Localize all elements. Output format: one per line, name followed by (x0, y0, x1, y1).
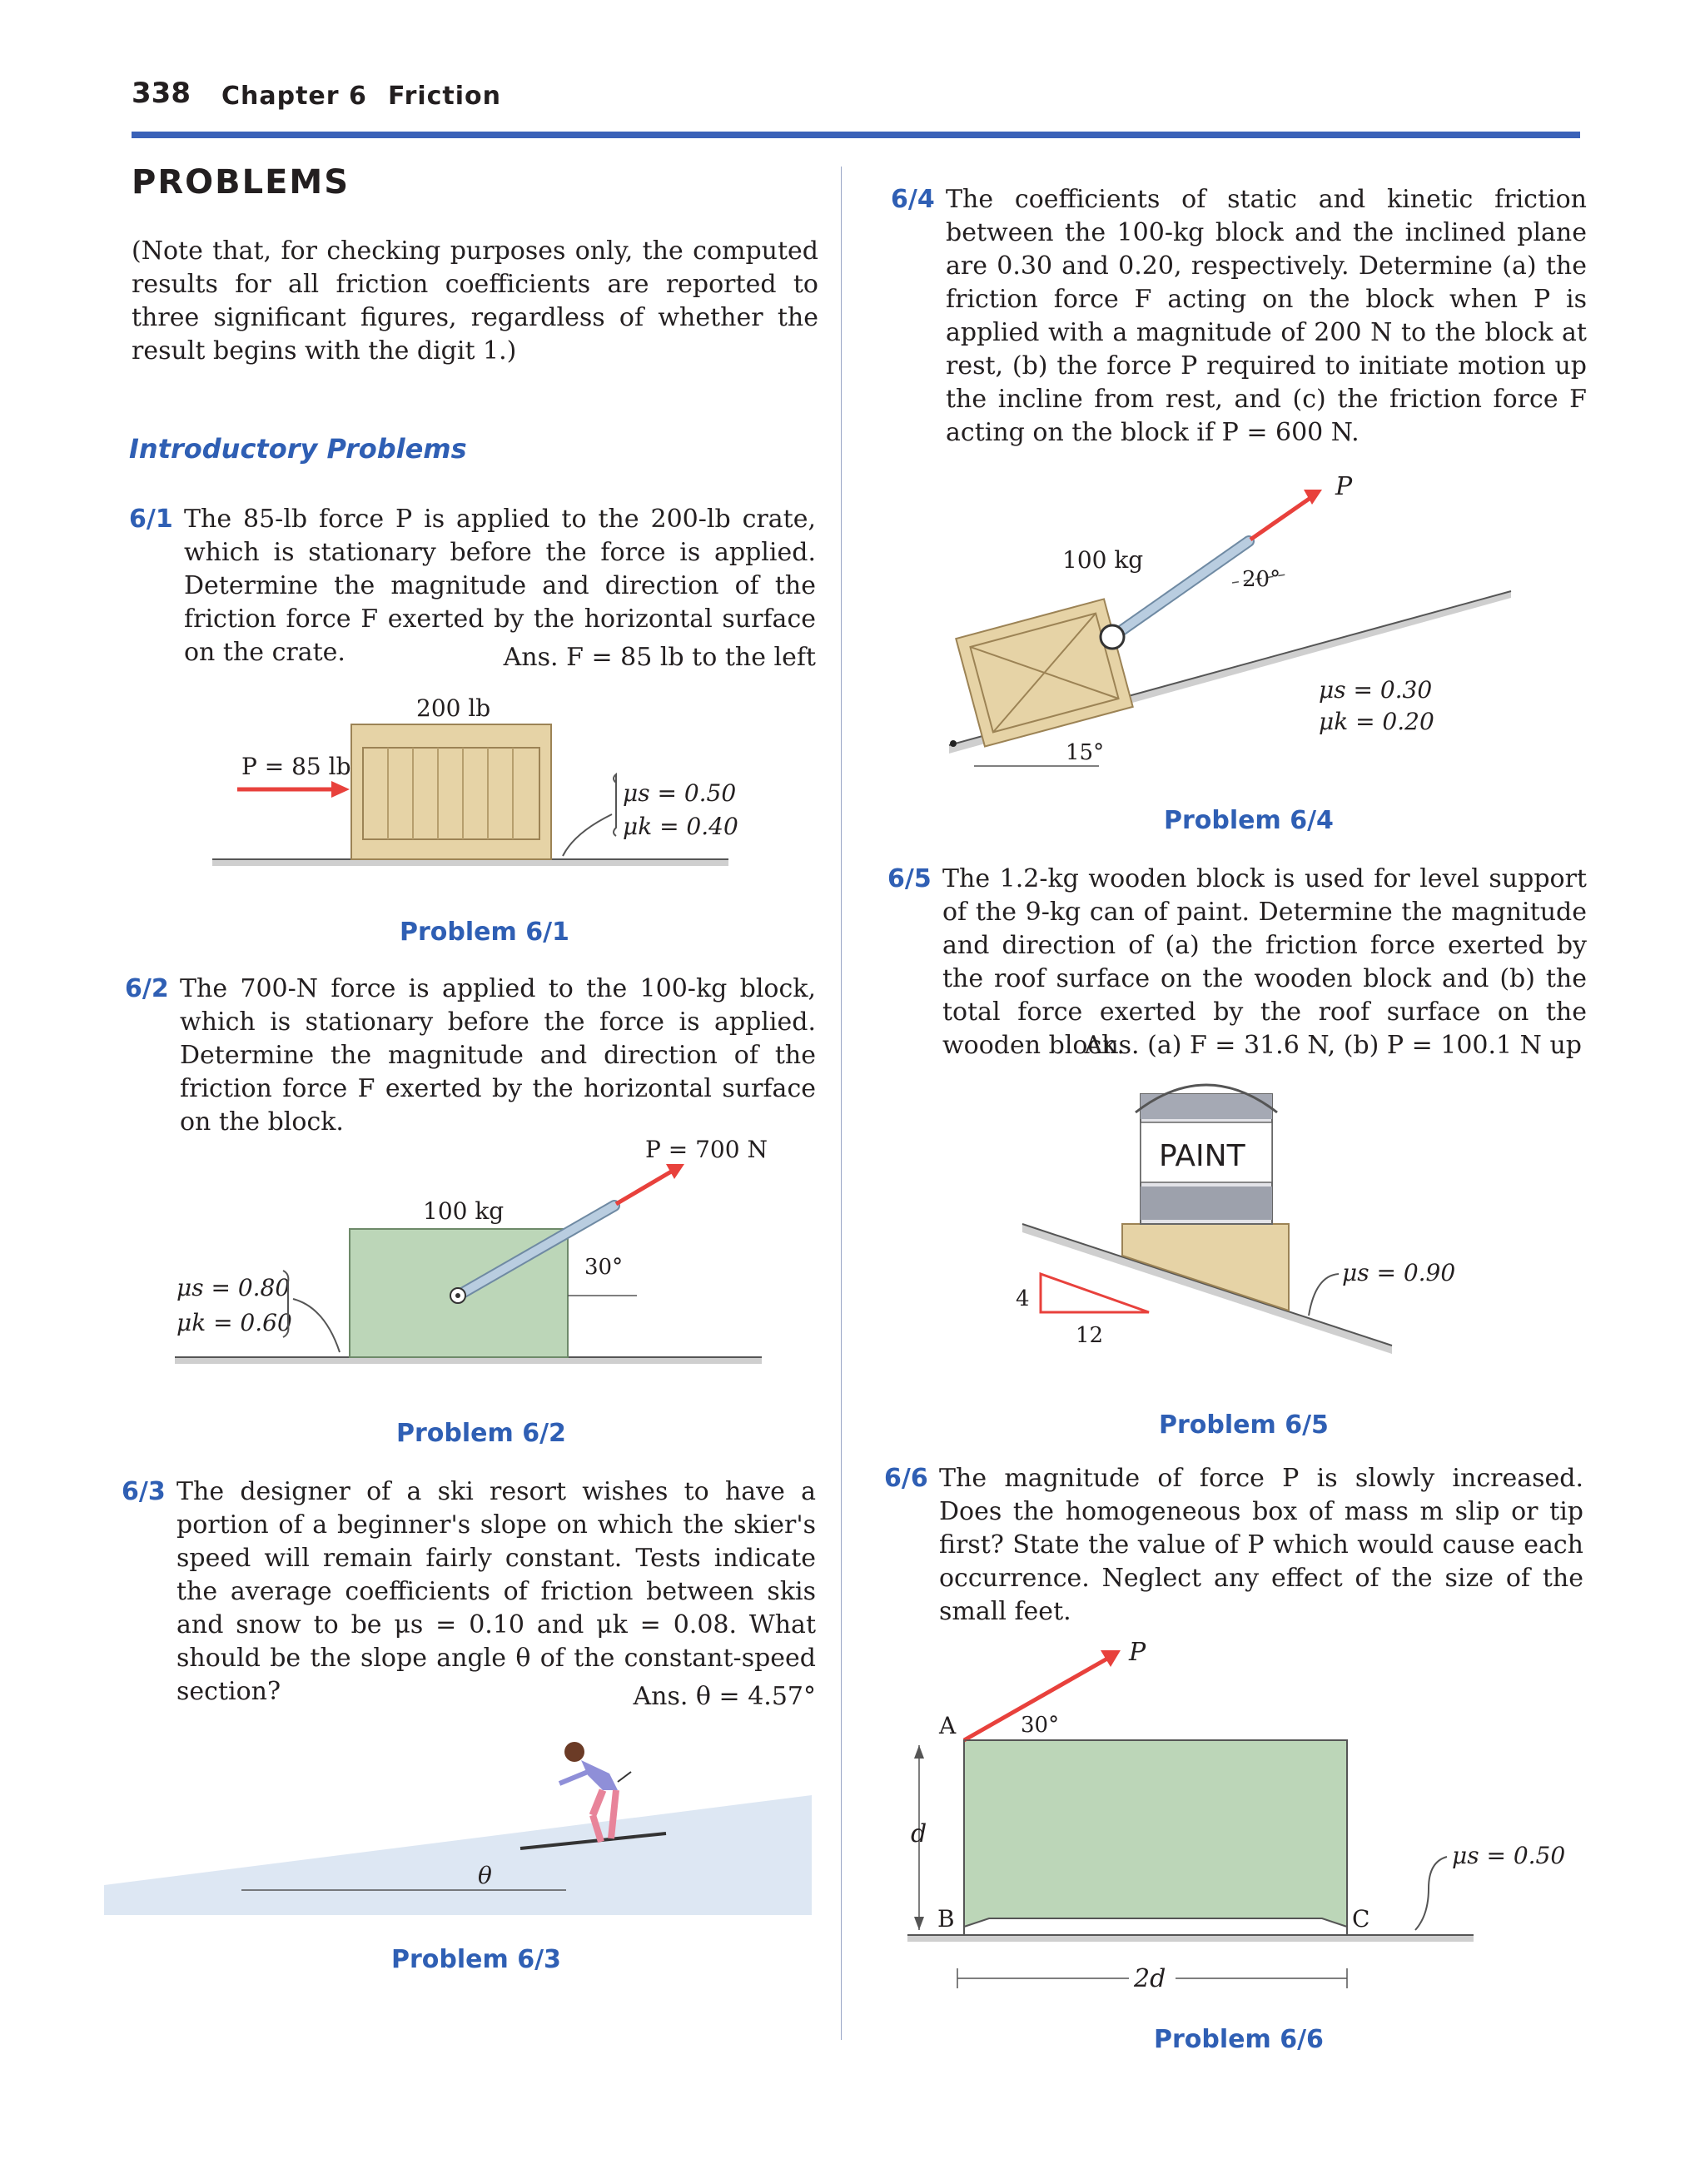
problem-number: 6/6 (884, 1464, 928, 1493)
problem-text: The 1.2-kg wooden block is used for level support of the 9-kg can of paint. Determine the magnitude and direction of (a) the friction force exerted by the roof surface on the wooden block and (b) the total force exerted by the roof surface on the wooden block. (942, 864, 1587, 1060)
point-c: C (1352, 1905, 1370, 1933)
force-label: P (1335, 472, 1353, 501)
section-heading: Introductory Problems (129, 433, 467, 465)
page-number: 338 (132, 77, 191, 110)
problem-text: The 85-lb force P is applied to the 200-lb crate, which is stationary before the force is applied. Determine the magnitude and direction of the friction force F exerted by the horizontal surface on the crate. (184, 505, 816, 667)
problem-6-1-caption: Problem 6/1 (400, 918, 569, 947)
chapter-label: Chapter 6 (221, 82, 367, 111)
force-angle-label: 20° (1242, 567, 1281, 592)
point-b: B (937, 1905, 955, 1933)
problem-text: The magnitude of force P is slowly increased. Does the homogeneous box of mass m slip or tip first? State the value of P which would cause each occurrence. Neglect any effect of the size of the small feet. (939, 1464, 1583, 1626)
can-label: PAINT (1159, 1139, 1245, 1173)
problem-6-3-caption: Problem 6/3 (391, 1945, 561, 1974)
point-a: A (939, 1712, 957, 1739)
mu-k-label: μk = 0.60 (176, 1309, 292, 1336)
problem-number: 6/5 (887, 864, 932, 893)
width-label: 2d (1134, 1964, 1166, 1993)
angle-label: 30° (584, 1255, 624, 1280)
problem-6-5-answer: Ans. (a) F = 31.6 N, (b) P = 100.1 N up (1084, 1031, 1582, 1060)
problem-text: The designer of a ski resort wishes to have a portion of a beginner's slope on which the skier's speed will remain fairly constant. Tests indicate the average coefficients of friction between skis and snow to be μs = 0.10 and μk = 0.08. What should be the slope angle θ of the constant-speed section? (176, 1477, 816, 1706)
problem-number: 6/1 (129, 505, 173, 534)
problem-text: The 700-N force is applied to the 100-kg block, which is stationary before the force is applied. Determine the magnitude and direction of the friction force F exerted by the horizontal surface on the block. (180, 974, 816, 1137)
mu-s-label: μs = 0.50 (1452, 1842, 1566, 1869)
problem-text: The coefficients of static and kinetic friction between the 100-kg block and the inclined plane are 0.30 and 0.20, respectively. Determine (a) the friction force F acting on the block when P is applied with a magnitude of 200 N to the block at rest, (b) the force P required to initiate motion up the incline from rest, and (c) the friction force F acting on the block if P = 600 N. (946, 185, 1587, 447)
problem-number: 6/3 (122, 1477, 166, 1506)
problem-number: 6/4 (891, 185, 935, 214)
chapter-title: Friction (388, 82, 502, 111)
mu-k-label: μk = 0.40 (623, 813, 738, 840)
crate-weight: 200 lb (416, 694, 491, 722)
height-label: d (911, 1819, 927, 1848)
problem-6-2-caption: Problem 6/2 (396, 1419, 566, 1448)
slope-rise: 4 (1016, 1286, 1030, 1311)
slope-run: 12 (1076, 1323, 1104, 1348)
note-paragraph: (Note that, for checking purposes only, the computed results for all friction coefficients are reported to three significant figures, regardless of whether the result begins with the digit 1.) (132, 236, 818, 366)
page-title: PROBLEMS (132, 163, 350, 201)
problem-6-5-caption: Problem 6/5 (1159, 1410, 1329, 1440)
problem-6-6-caption: Problem 6/6 (1154, 2025, 1324, 2054)
problem-6-3-answer: Ans. θ = 4.57° (633, 1682, 816, 1711)
problem-number: 6/2 (125, 974, 169, 1003)
incline-angle-label: 15° (1066, 740, 1105, 765)
box (964, 1740, 1347, 1927)
block-mass: 100 kg (423, 1197, 505, 1225)
mu-s-label: μs = 0.50 (623, 779, 737, 807)
problem-6-4-caption: Problem 6/4 (1164, 806, 1334, 835)
force-label: P (1129, 1638, 1146, 1667)
mu-k-label: μk = 0.20 (1319, 708, 1434, 735)
angle-label: 30° (1021, 1713, 1060, 1738)
angle-label: θ (478, 1862, 492, 1889)
box-feet (964, 1918, 1347, 1935)
force-label: P = 700 N (645, 1136, 768, 1163)
problem-6-1-answer: Ans. F = 85 lb to the left (503, 643, 816, 672)
mu-s-label: μs = 0.90 (1342, 1259, 1456, 1286)
mu-s-label: μs = 0.80 (176, 1274, 291, 1301)
force-label: P = 85 lb (241, 753, 351, 780)
crate-mass: 100 kg (1062, 546, 1144, 574)
mu-s-label: μs = 0.30 (1319, 676, 1433, 704)
